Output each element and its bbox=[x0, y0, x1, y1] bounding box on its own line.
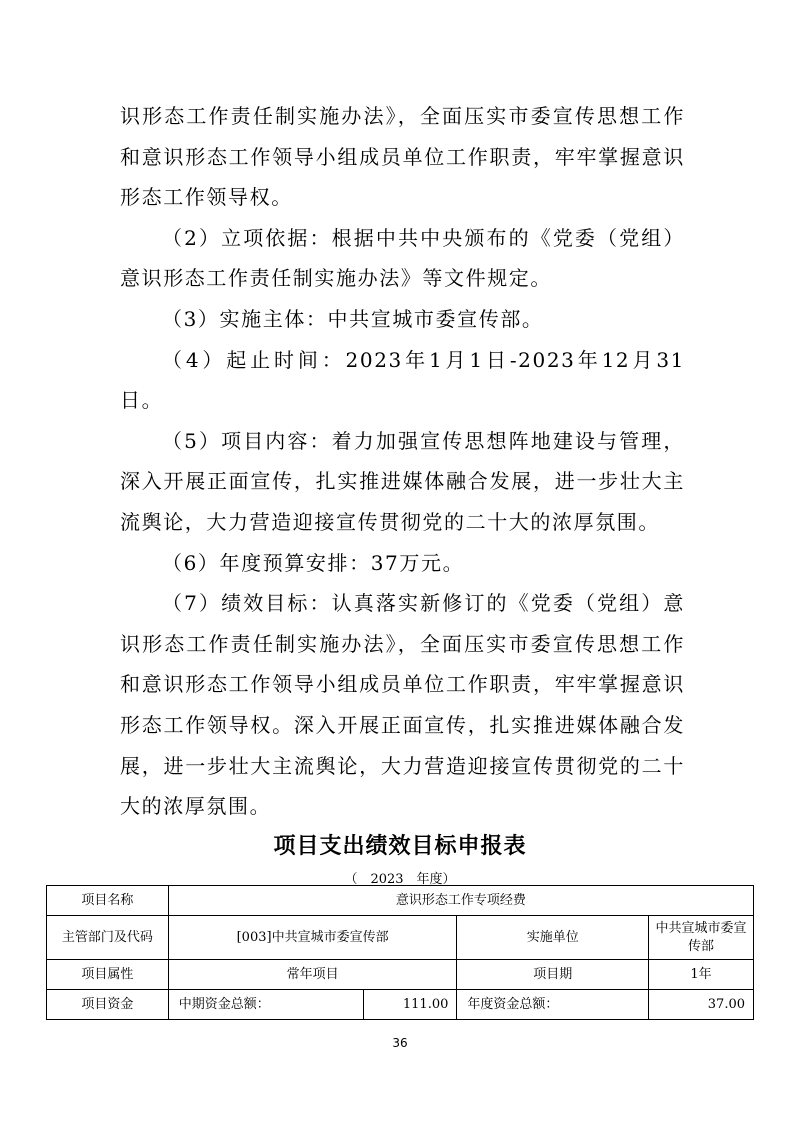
paragraph-basis: （2）立项依据：根据中共中央颁布的《党委（党组）意识形态工作责任制实施办法》等文件规定。 bbox=[120, 225, 685, 291]
cell-value: 1年 bbox=[649, 960, 754, 990]
paragraph-content: （5）项目内容：着力加强宣传思想阵地建设与管理，深入开展正面宣传，扎实推进媒体融合发展，进一步壮大主流舆论，大力营造迎接宣传贯彻党的二十大的浓厚氛围。 bbox=[120, 428, 685, 534]
cell-label: 项目期 bbox=[457, 960, 649, 990]
performance-table bbox=[46, 885, 754, 1020]
table-row bbox=[47, 886, 754, 916]
cell-value: [003]中共宣城市委宣传部 bbox=[168, 916, 457, 960]
table-row bbox=[47, 990, 754, 1020]
cell-label: 项目名称 bbox=[47, 886, 169, 916]
table-row bbox=[47, 960, 754, 990]
cell-value: 意识形态工作专项经费 bbox=[168, 886, 753, 916]
cell-amount: 37.00 bbox=[649, 990, 754, 1020]
paragraph-budget: （6）年度预算安排：37万元。 bbox=[162, 550, 465, 575]
table-row bbox=[47, 916, 754, 960]
body-text bbox=[120, 96, 685, 827]
table-title: 项目支出绩效目标申报表 bbox=[273, 833, 527, 859]
cell-amount: 111.00 bbox=[364, 990, 457, 1020]
cell-sublabel: 年度资金总额： bbox=[457, 990, 649, 1020]
cell-label: 实施单位 bbox=[457, 916, 649, 960]
paragraph-goals: （7）绩效目标：认真落实新修订的《党委（党组）意识形态工作责任制实施办法》，全面压实市委宣传思想工作和意识形态工作领导小组成员单位工作职责，牢牢掌握意识形态工作领导权。深入开展正面宣传，扎实推进媒体融合发展，进一步壮大主流舆论，大力营造迎接宣传贯彻党的二十大的浓厚氛围。 bbox=[120, 591, 685, 819]
paragraph-implementer: （3）实施主体：中共宣城市委宣传部。 bbox=[162, 306, 544, 331]
cell-label: 项目属性 bbox=[47, 960, 169, 990]
cell-label: 主管部门及代码 bbox=[47, 916, 169, 960]
cell-value: 中共宣城市委宣传部 bbox=[649, 916, 754, 960]
cell-value: 常年项目 bbox=[168, 960, 457, 990]
page-number: 36 bbox=[392, 1036, 408, 1050]
table-year: （ 2023 年度） bbox=[344, 872, 456, 887]
paragraph-continued: 识形态工作责任制实施办法》，全面压实市委宣传思想工作和意识形态工作领导小组成员单位工作职责，牢牢掌握意识形态工作领导权。 bbox=[120, 104, 685, 210]
cell-label: 项目资金 bbox=[47, 990, 169, 1020]
cell-sublabel: 中期资金总额： bbox=[168, 990, 364, 1020]
paragraph-period: （4）起止时间：2023年1月1日-2023年12月31日。 bbox=[120, 347, 685, 413]
